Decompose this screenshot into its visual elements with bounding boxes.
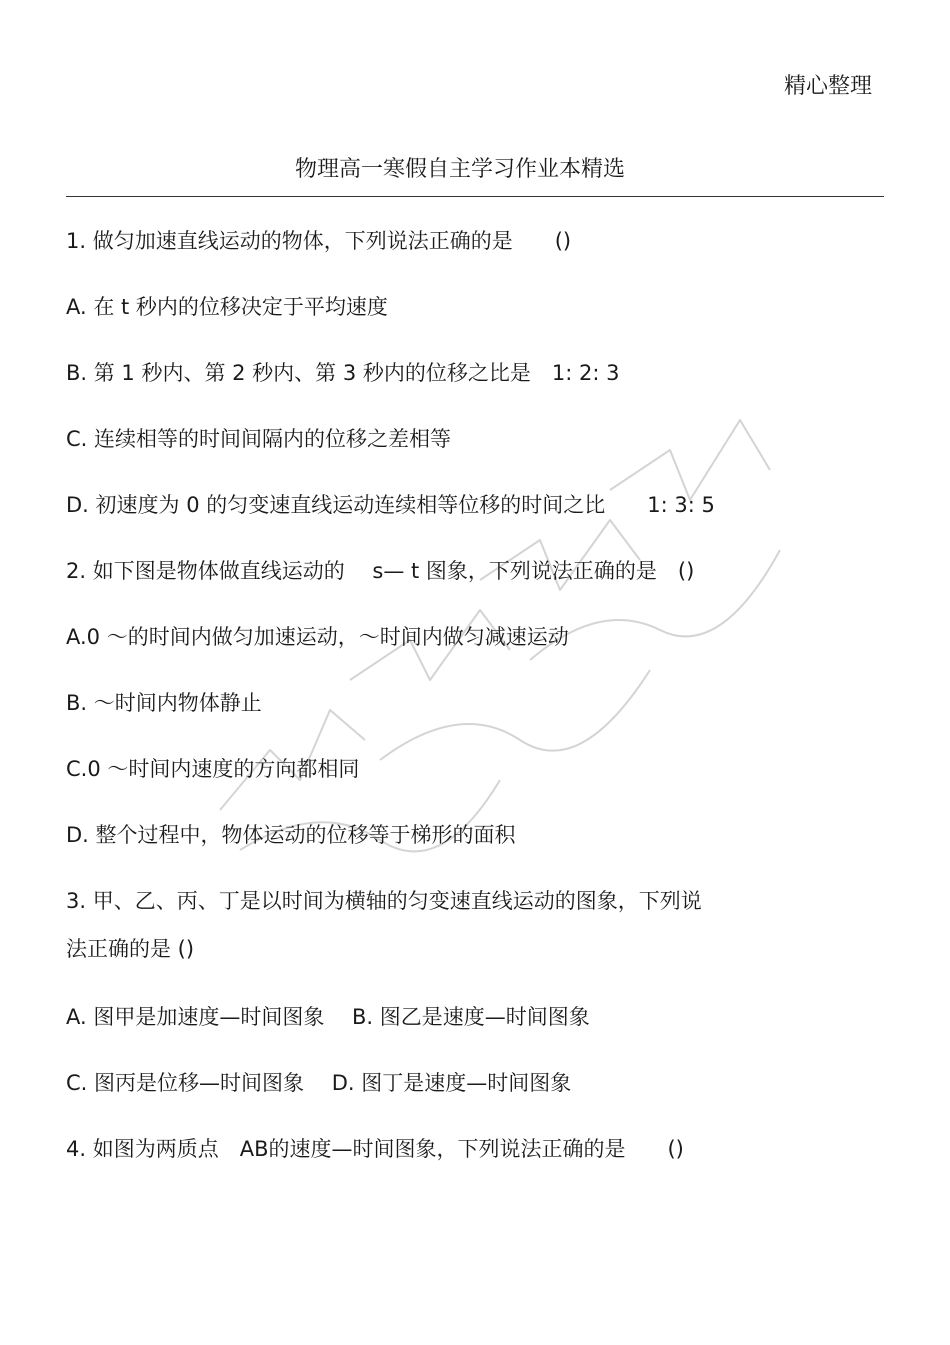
line-q2: 2. 如下图是物体做直线运动的 s— t 图象，下列说法正确的是 () — [66, 559, 695, 583]
line-q2-option-b: B. ～时间内物体静止 — [66, 691, 262, 715]
line-q3-options-ab: A. 图甲是加速度—时间图象 B. 图乙是速度—时间图象 — [66, 1005, 590, 1029]
line-q1-option-c: C. 连续相等的时间间隔内的位移之差相等 — [66, 427, 452, 451]
line-q2-option-a: A.0 ～的时间内做匀加速运动，～时间内做匀减速运动 — [66, 625, 569, 649]
document-title: 物理高一寒假自主学习作业本精选 — [294, 157, 625, 182]
line-q1-option-a: A. 在 t 秒内的位移决定于平均速度 — [66, 295, 388, 319]
line-q2-option-c: C.0 ～时间内速度的方向都相同 — [66, 757, 360, 781]
header-note: 精心整理 — [783, 74, 872, 99]
line-q2-option-d: D. 整个过程中，物体运动的位移等于梯形的面积 — [66, 823, 516, 847]
line-q3-options-cd: C. 图丙是位移—时间图象 D. 图丁是速度—时间图象 — [66, 1071, 572, 1095]
title-divider — [66, 196, 884, 197]
line-q4: 4. 如图为两质点 AB的速度—时间图象，下列说法正确的是 () — [66, 1137, 684, 1161]
watermark-stroke — [380, 670, 650, 760]
line-q3: 3. 甲、乙、丙、丁是以时间为横轴的匀变速直线运动的图象，下列说 — [66, 889, 702, 913]
line-q1-option-b: B. 第 1 秒内、第 2 秒内、第 3 秒内的位移之比是 1: 2: 3 — [66, 361, 620, 385]
watermark-stroke — [610, 420, 770, 500]
line-q1-option-d: D. 初速度为 0 的匀变速直线运动连续相等位移的时间之比 1: 3: 5 — [66, 493, 715, 517]
line-q1: 1. 做匀加速直线运动的物体，下列说法正确的是 () — [66, 229, 572, 253]
line-q3-continued: 法正确的是 () — [66, 937, 195, 961]
